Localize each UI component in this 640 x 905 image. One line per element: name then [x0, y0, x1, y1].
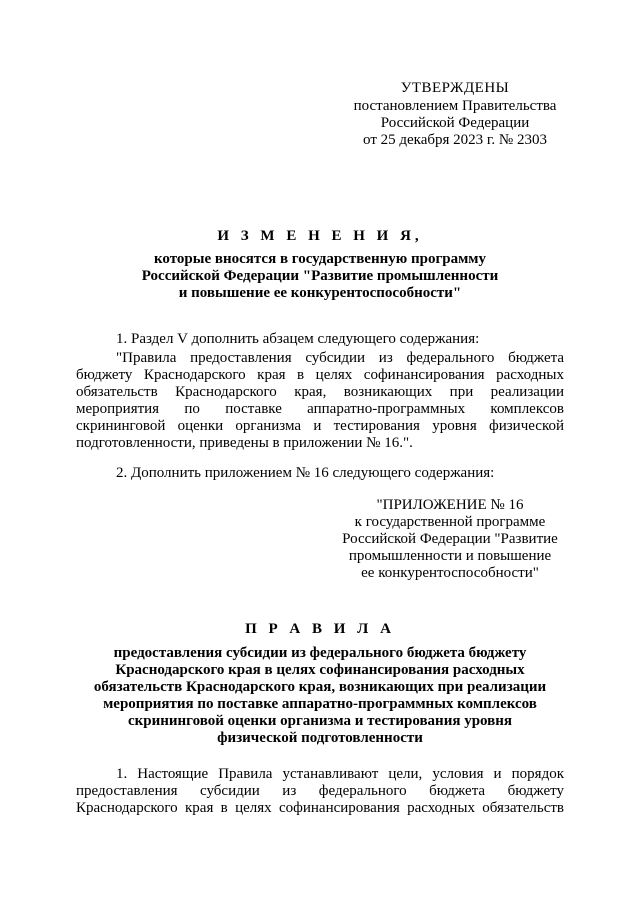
rules-subtitle-line-2: Краснодарского края в целях софинансирования расходных — [115, 662, 525, 678]
rules-subtitle — [60, 645, 580, 747]
rules-subtitle-line-4: мероприятия по поставке аппаратно-программных комплексов — [103, 696, 537, 712]
quote-line-3: обязательств Краснодарского края, возникающих при реализации — [76, 384, 564, 400]
changes-subtitle-line-3: и повышение ее конкурентоспособности" — [178, 285, 462, 301]
item-1-paragraph — [76, 331, 564, 348]
appendix-line-1: "ПРИЛОЖЕНИЕ № 16 — [376, 497, 524, 513]
appendix-line-2: к государственной программе — [354, 514, 546, 530]
changes-subtitle — [60, 251, 580, 302]
item-2-text: 2. Дополнить приложением № 16 следующего содержания: — [116, 465, 495, 481]
quote-line-5: скрининговой оценки организма и тестирования уровня физической — [76, 418, 564, 434]
changes-title: И З М Е Н Е Н И Я, — [217, 228, 423, 244]
quote-line-4: мероприятия по поставке аппаратно-программных комплексов — [76, 401, 564, 417]
approval-line-2: Российской Федерации — [380, 115, 530, 131]
approval-line-1: постановлением Правительства — [353, 98, 557, 114]
quote-line-2: бюджету Краснодарского края в целях софинансирования расходных — [76, 367, 564, 383]
quote-line-1: "Правила предоставления субсидии из федерального бюджета — [116, 350, 564, 366]
rule-1-paragraph — [76, 766, 564, 817]
appendix-line-5: ее конкурентоспособности" — [361, 565, 539, 581]
rule-1-line-2: предоставления субсидии из федерального бюджета бюджету — [76, 783, 564, 799]
rules-subtitle-line-3: обязательств Краснодарского края, возникающих при реализации — [93, 679, 547, 695]
changes-subtitle-line-1: которые вносятся в государственную программу — [153, 251, 487, 267]
appendix-line-4: промышленности и повышение — [348, 548, 552, 564]
appendix-line-3: Российской Федерации "Развитие — [342, 531, 558, 547]
item-2-paragraph — [76, 465, 564, 482]
rules-subtitle-line-6: физической подготовленности — [217, 730, 423, 746]
appendix-block — [320, 497, 580, 582]
approval-heading: УТВЕРЖДЕНЫ — [400, 80, 510, 96]
rules-subtitle-line-5: скрининговой оценки организма и тестирования уровня — [127, 713, 513, 729]
quote-line-6: подготовленности, приведены в приложении № 16.". — [76, 435, 413, 451]
rule-1-line-3: Краснодарского края в целях софинансирования расходных обязательств — [76, 800, 564, 816]
changes-subtitle-line-2: Российской Федерации "Развитие промышленности — [141, 268, 499, 284]
approval-line-3: от 25 декабря 2023 г. № 2303 — [363, 132, 547, 148]
rules-subtitle-line-1: предоставления субсидии из федерального бюджета бюджету — [113, 645, 527, 661]
item-1-text: 1. Раздел V дополнить абзацем следующего содержания: — [116, 331, 480, 347]
rule-1-line-1: 1. Настоящие Правила устанавливают цели, условия и порядок — [116, 766, 564, 782]
approval-block — [340, 80, 570, 149]
rules-title: П Р А В И Л А — [245, 621, 395, 637]
item-1-quote — [76, 350, 564, 452]
